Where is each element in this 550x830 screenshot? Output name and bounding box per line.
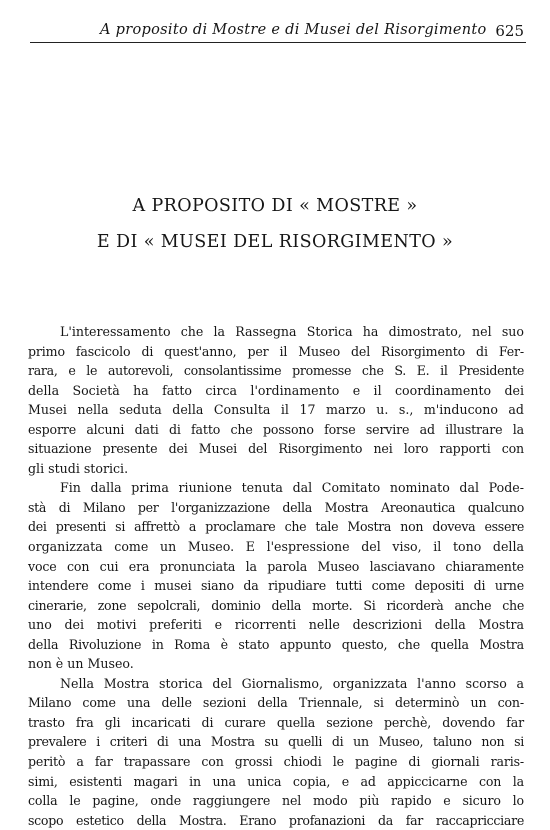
text-line: situazione presente dei Musei del Risorgimento nei loro rapporti con — [28, 441, 524, 457]
text-line: voce con cui era pronunciata la parola Museo lasciavano chiaramente — [28, 558, 524, 574]
text-line: della Società ha fatto circa l'ordinamento e il coordinamento dei — [28, 382, 524, 398]
article-title-line-2: E DI « MUSEI DEL RISORGIMENTO » — [96, 232, 454, 252]
text-line: Fin dalla prima riunione tenuta dal Comitato nominato dal Pode- — [60, 480, 524, 496]
text-line: organizzata come un Museo. E l'espressione del viso, il tono della — [28, 539, 524, 555]
text-line: Nella Mostra storica del Giornalismo, organizzata l'anno scorso a — [60, 675, 524, 691]
text-line: della Rivoluzione in Roma è stato appunto questo, che quella Mostra — [28, 636, 524, 652]
text-line: rara, e le autorevoli, consolantissime promesse che S. E. il Presidente — [28, 363, 524, 379]
article-title-line-1: A PROPOSITO DI « MOSTRE » — [132, 196, 418, 216]
text-line: cinerarie, zone sepolcrali, dominio della morte. Si ricorderà anche che — [28, 597, 524, 613]
paragraph-1 — [28, 322, 524, 478]
article-body — [28, 322, 524, 830]
paragraph-3 — [28, 674, 524, 830]
text-line: non è un Museo. — [28, 656, 134, 672]
text-line: peritò a far trapassare con grossi chiodi le pagine di giornali raris- — [28, 754, 524, 770]
header-rule — [30, 42, 526, 43]
text-line: primo fascicolo di quest'anno, per il Museo del Risorgimento di Fer- — [28, 343, 524, 359]
text-line: L'interessamento che la Rassegna Storica ha dimostrato, nel suo — [60, 324, 524, 339]
running-head — [30, 22, 526, 42]
running-title: A proposito di Mostre e di Musei del Risorgimento — [100, 22, 487, 38]
text-line: scopo estetico della Mostra. Erano profanazioni da far raccapricciare — [28, 812, 524, 828]
text-line: prevalere i criteri di una Mostra su quelli di un Museo, taluno non si — [28, 734, 524, 750]
text-line: Milano come una delle sezioni della Triennale, si determinò un con- — [28, 695, 524, 711]
text-line: intendere come i musei siano da ripudiare tutti come depositi di urne — [28, 578, 524, 594]
text-line: stà di Milano per l'organizzazione della Mostra Areonautica qualcuno — [28, 499, 524, 515]
text-line: simi, esistenti magari in una unica copia, e ad appiccicarne con la — [28, 773, 524, 789]
text-line: trasto fra gli incaricati di curare quella sezione perchè, dovendo far — [28, 714, 524, 730]
text-line: dei presenti si affrettò a proclamare che tale Mostra non doveva essere — [28, 519, 524, 535]
paragraph-2 — [28, 478, 524, 673]
page-number: 625 — [495, 22, 524, 40]
text-line: Musei nella seduta della Consulta il 17 marzo u. s., m'inducono ad — [28, 402, 524, 418]
text-line: colla le pagine, onde raggiungere nel modo più rapido e sicuro lo — [28, 793, 524, 809]
text-line: esporre alcuni dati di fatto che possono forse servire ad illustrare la — [28, 421, 524, 437]
text-line: gli studi storici. — [28, 460, 129, 476]
text-line: uno dei motivi preferiti e ricorrenti nelle descrizioni della Mostra — [28, 617, 524, 633]
